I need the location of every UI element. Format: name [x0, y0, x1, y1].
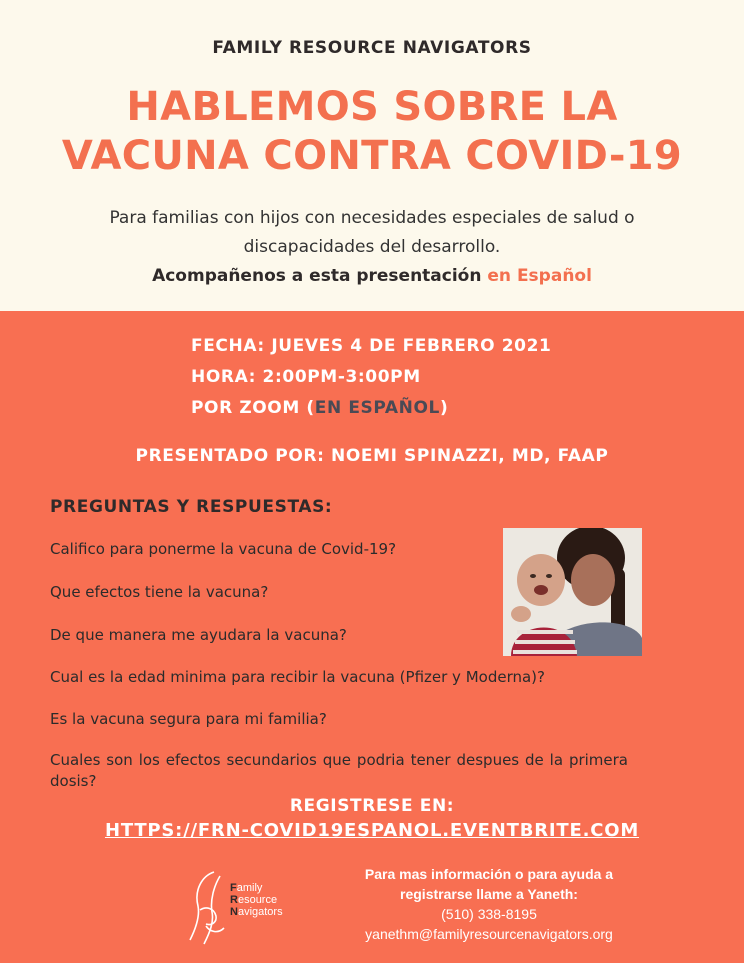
- logo-line-1: Family: [230, 882, 263, 894]
- contact-email[interactable]: yanethm@familyresourcenavigators.org: [365, 926, 613, 942]
- question-6: Cuales son los efectos secundarios que podria tener despues de la primera dosis?: [50, 751, 628, 790]
- intro-line-1: Para familias con hijos con necesidades especiales de salud o: [109, 208, 635, 228]
- question-2: Que efectos tiene la vacuna?: [50, 583, 269, 601]
- join-invitation: [0, 266, 744, 286]
- event-date: FECHA: JUEVES 4 DE FEBRERO 2021: [191, 336, 552, 356]
- registration-link[interactable]: HTTPS://FRN-COVID19ESPANOL.EVENTBRITE.COM: [104, 820, 640, 841]
- contact-info: [330, 864, 648, 944]
- presenter: PRESENTADO POR: NOEMI SPINAZZI, MD, FAAP: [135, 446, 609, 466]
- contact-line-2: registrarse llame a Yaneth:: [400, 886, 578, 902]
- question-4: Cual es la edad minima para recibir la vacuna (Pfizer y Moderna)?: [50, 668, 545, 686]
- join-language: en Español: [487, 266, 592, 286]
- logo-line-2: Resource: [230, 894, 278, 906]
- zoom-language: EN ESPAÑOL: [314, 398, 440, 418]
- frn-logo: [184, 866, 314, 946]
- logo-wordmark: [230, 882, 283, 918]
- organization-name: FAMILY RESOURCE NAVIGATORS: [212, 38, 532, 58]
- intro-line-2: discapacidades del desarrollo.: [243, 237, 501, 257]
- zoom-prefix: POR ZOOM (: [191, 398, 315, 418]
- join-text: Acompañenos a esta presentación: [152, 266, 482, 286]
- event-details: [191, 331, 551, 424]
- question-5: Es la vacuna segura para mi familia?: [50, 710, 327, 728]
- contact-line-1: Para mas información o para ayuda a: [364, 866, 614, 882]
- zoom-suffix: ): [439, 398, 449, 418]
- logo-line-3: Navigators: [230, 906, 283, 918]
- event-zoom: [191, 393, 551, 424]
- register-label: REGISTRESE EN:: [289, 796, 455, 816]
- intro-text: [40, 204, 704, 262]
- headline: [0, 83, 744, 181]
- contact-phone[interactable]: (510) 338-8195: [441, 906, 537, 922]
- event-time: HORA: 2:00PM-3:00PM: [191, 367, 421, 387]
- hands-logo-icon: [184, 866, 234, 946]
- question-1: Califico para ponerme la vacuna de Covid-19?: [50, 540, 397, 558]
- qa-title: PREGUNTAS Y RESPUESTAS:: [50, 497, 333, 517]
- headline-line-2: VACUNA CONTRA COVID-19: [61, 133, 683, 179]
- headline-line-1: HABLEMOS SOBRE LA: [126, 84, 618, 130]
- question-3: De que manera me ayudara la vacuna?: [50, 626, 347, 644]
- mother-and-baby-photo: [503, 528, 642, 656]
